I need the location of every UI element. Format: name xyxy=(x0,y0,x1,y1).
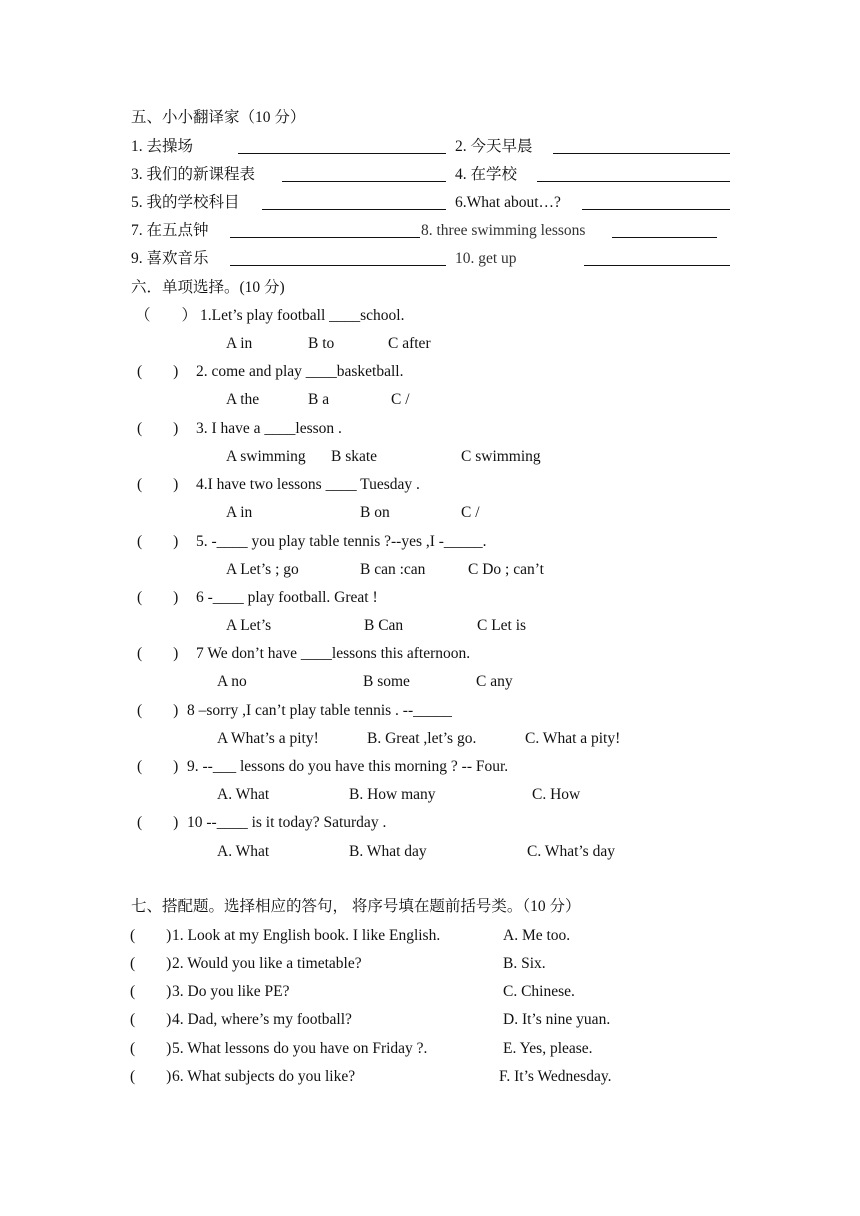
answer-paren[interactable]: ( ) xyxy=(130,1040,172,1057)
option-a: A. What xyxy=(217,786,270,803)
option-a: A Let’s xyxy=(226,617,272,634)
answer-blank-7[interactable] xyxy=(230,237,420,238)
match-question-2: 2. Would you like a timetable? xyxy=(172,955,362,972)
option-c: C any xyxy=(476,673,513,690)
option-c: C. How xyxy=(532,786,581,803)
option-a: A the xyxy=(226,391,260,408)
option-c: C swimming xyxy=(461,448,541,465)
answer-paren[interactable]: ( ) xyxy=(130,1068,172,1085)
question-stem-5: 5. -____ you play table tennis ?--yes ,I -_____. xyxy=(196,533,487,550)
question-stem-4: 4.I have two lessons ____ Tuesday . xyxy=(196,476,420,493)
answer-paren[interactable]: ( ) xyxy=(137,814,179,831)
answer-paren[interactable]: ( ) xyxy=(137,645,179,662)
match-question-5: 5. What lessons do you have on Friday ?. xyxy=(172,1040,428,1057)
option-c: C Do ; can’t xyxy=(468,561,544,578)
match-answer-b: B. Six. xyxy=(503,955,546,972)
option-b: B a xyxy=(308,391,330,408)
section-6-title: 六．单项选择。(10 分) xyxy=(131,279,285,296)
option-b: B Can xyxy=(364,617,404,634)
option-b: B. How many xyxy=(349,786,436,803)
question-stem-2: 2. come and play ____basketball. xyxy=(196,363,404,380)
match-question-6: 6. What subjects do you like? xyxy=(172,1068,356,1085)
translate-item-7: 7. 在五点钟 xyxy=(131,222,209,239)
option-c: C. What a pity! xyxy=(525,730,621,747)
question-stem-7: 7 We don’t have ____lessons this afternoon. xyxy=(196,645,471,662)
option-b: B skate xyxy=(331,448,378,465)
option-b: B can :can xyxy=(360,561,426,578)
answer-paren[interactable]: ( ) xyxy=(137,533,179,550)
match-answer-d: D. It’s nine yuan. xyxy=(503,1011,611,1028)
answer-paren[interactable]: ( ) xyxy=(137,420,179,437)
answer-blank-9[interactable] xyxy=(230,265,446,266)
option-b: B. Great ,let’s go. xyxy=(367,730,477,747)
match-question-4: 4. Dad, where’s my football? xyxy=(172,1011,352,1028)
answer-blank-3[interactable] xyxy=(282,181,446,182)
answer-blank-4[interactable] xyxy=(537,181,730,182)
answer-paren[interactable]: ( ) xyxy=(130,983,172,1000)
option-a: A swimming xyxy=(226,448,306,465)
match-answer-f: F. It’s Wednesday. xyxy=(499,1068,612,1085)
option-c: C Let is xyxy=(477,617,527,634)
question-stem-3: 3. I have a ____lesson . xyxy=(196,420,342,437)
section-5-title: 五、小小翻译家（10 分） xyxy=(131,109,306,126)
answer-blank-10[interactable] xyxy=(584,265,730,266)
answer-blank-8[interactable] xyxy=(612,237,717,238)
option-b: B. What day xyxy=(349,843,427,860)
option-a: A in xyxy=(226,504,253,521)
question-stem-6: 6 -____ play football. Great ! xyxy=(196,589,378,606)
translate-item-3: 3. 我们的新课程表 xyxy=(131,166,256,183)
translate-item-1: 1. 去操场 xyxy=(131,138,194,155)
answer-paren[interactable]: ( ) xyxy=(137,476,179,493)
option-a: A Let’s ; go xyxy=(226,561,299,578)
match-answer-a: A. Me too. xyxy=(503,927,571,944)
match-question-3: 3. Do you like PE? xyxy=(172,983,290,1000)
translate-item-8: 8. three swimming lessons xyxy=(421,222,586,239)
answer-blank-1[interactable] xyxy=(238,153,446,154)
match-answer-c: C. Chinese. xyxy=(503,983,575,1000)
option-c: C. What’s day xyxy=(527,843,615,860)
option-b: B some xyxy=(363,673,410,690)
answer-blank-5[interactable] xyxy=(262,209,446,210)
translate-item-2: 2. 今天早晨 xyxy=(455,138,533,155)
answer-paren[interactable]: （ ） xyxy=(135,307,198,324)
answer-paren[interactable]: ( ) xyxy=(137,589,179,606)
answer-blank-6[interactable] xyxy=(582,209,730,210)
question-stem-9: 9. --___ lessons do you have this morning ? -- Four. xyxy=(187,758,509,775)
option-a: A. What xyxy=(217,843,270,860)
translate-item-5: 5. 我的学校科目 xyxy=(131,194,240,211)
answer-paren[interactable]: ( ) xyxy=(137,702,179,719)
match-answer-e: E. Yes, please. xyxy=(503,1040,593,1057)
match-question-1: 1. Look at my English book. I like English. xyxy=(172,927,441,944)
translate-item-10: 10. get up xyxy=(455,250,517,267)
answer-paren[interactable]: ( ) xyxy=(130,1011,172,1028)
option-a: A in xyxy=(226,335,253,352)
translate-item-6: 6.What about…? xyxy=(455,194,561,211)
option-b: B on xyxy=(360,504,390,521)
answer-paren[interactable]: ( ) xyxy=(137,758,179,775)
answer-paren[interactable]: ( ) xyxy=(130,955,172,972)
answer-paren[interactable]: ( ) xyxy=(130,927,172,944)
question-stem-1: 1.Let’s play football ____school. xyxy=(200,307,405,324)
section-7-title: 七、搭配题。选择相应的答句， 将序号填在题前括号类。（10 分） xyxy=(131,898,581,915)
answer-paren[interactable]: ( ) xyxy=(137,363,179,380)
question-stem-10: 10 --____ is it today? Saturday . xyxy=(187,814,387,831)
option-a: A no xyxy=(217,673,247,690)
answer-blank-2[interactable] xyxy=(553,153,730,154)
option-b: B to xyxy=(308,335,335,352)
option-a: A What’s a pity! xyxy=(217,730,319,747)
option-c: C / xyxy=(461,504,480,521)
question-stem-8: 8 –sorry ,I can’t play table tennis . --_____ xyxy=(187,702,452,719)
option-c: C after xyxy=(388,335,431,352)
option-c: C / xyxy=(391,391,410,408)
translate-item-9: 9. 喜欢音乐 xyxy=(131,250,209,267)
translate-item-4: 4. 在学校 xyxy=(455,166,518,183)
